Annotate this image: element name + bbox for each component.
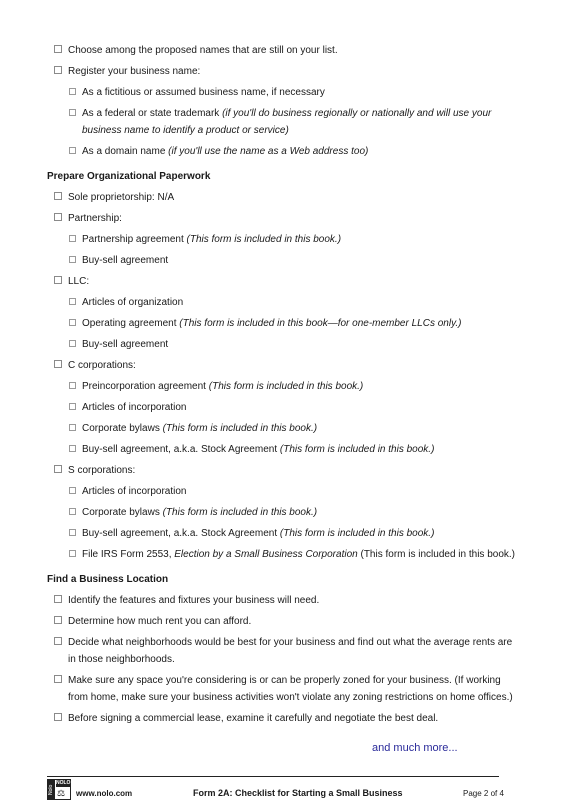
checklist-subitem (69, 105, 491, 139)
checkbox[interactable] (69, 445, 76, 452)
checkbox[interactable] (54, 66, 62, 74)
checkbox[interactable] (54, 637, 62, 645)
checkbox[interactable] (69, 298, 76, 305)
checkbox[interactable] (69, 382, 76, 389)
checkbox[interactable] (69, 424, 76, 431)
checkbox[interactable] (54, 713, 62, 721)
item-text: As a federal or state trademark (if you'll do business regionally or nationally and will use your business name to identify a product or service) (82, 108, 492, 136)
checklist-subitem (69, 294, 183, 311)
checkbox[interactable] (54, 595, 62, 603)
checkbox[interactable] (69, 550, 76, 557)
checklist-item (54, 613, 251, 630)
checklist-item (54, 592, 319, 609)
item-text: Identify the features and fixtures your business will need. (68, 595, 320, 606)
item-text: Register your business name: (68, 66, 201, 77)
item-text: Before signing a commercial lease, examine it carefully and negotiate the best deal. (68, 713, 439, 724)
scales-icon: ⚖ (57, 788, 66, 798)
checklist-subitem (69, 315, 461, 332)
item-text: As a domain name (if you'll use the name as a Web address too) (82, 146, 369, 157)
item-text: Decide what neighborhoods would be best for your business and find out what the average rents are in those neighborhoods. (68, 637, 513, 665)
item-text: Partnership agreement (This form is included in this book.) (82, 234, 342, 245)
checkbox[interactable] (69, 403, 76, 410)
checklist-item (54, 42, 338, 59)
checkbox[interactable] (69, 256, 76, 263)
section-heading: Find a Business Location (47, 574, 169, 585)
item-text: S corporations: (68, 465, 136, 476)
checkbox[interactable] (69, 529, 76, 536)
checklist-item (54, 710, 438, 727)
item-text: Make sure any space you're considering is or can be properly zoned for your business. (If working from home, make sure your business activities won't violate any zoning restrictions on home offices.) (68, 675, 513, 703)
checklist-item (54, 462, 135, 479)
checkbox[interactable] (69, 147, 76, 154)
checkbox[interactable] (54, 465, 62, 473)
checkbox[interactable] (69, 508, 76, 515)
and-much-more-link[interactable]: and much more... (372, 742, 458, 754)
item-text: Articles of organization (82, 297, 184, 308)
checklist-subitem (69, 483, 187, 500)
checklist-item (54, 672, 513, 706)
logo-side-text: Nolo (48, 780, 55, 799)
checklist-subitem (69, 336, 168, 353)
checklist-item (54, 273, 89, 290)
checklist-subitem (69, 441, 434, 458)
page-number: Page 2 of 4 (463, 789, 504, 798)
checklist-subitem (69, 504, 317, 521)
item-text: Preincorporation agreement (This form is included in this book.) (82, 381, 364, 392)
checklist-subitem (69, 546, 515, 563)
checkbox[interactable] (69, 319, 76, 326)
item-text: Partnership: (68, 213, 122, 224)
item-text: Corporate bylaws (This form is included in this book.) (82, 423, 318, 434)
checkbox[interactable] (69, 109, 76, 116)
checkbox[interactable] (54, 675, 62, 683)
checkbox[interactable] (54, 192, 62, 200)
checklist-item (54, 189, 174, 206)
checkbox[interactable] (54, 360, 62, 368)
item-text: Sole proprietorship: N/A (68, 192, 175, 203)
item-text: Articles of incorporation (82, 486, 187, 497)
item-text: Determine how much rent you can afford. (68, 616, 252, 627)
footer-title: Form 2A: Checklist for Starting a Small Business (193, 788, 403, 798)
item-text: Corporate bylaws (This form is included in this book.) (82, 507, 318, 518)
checklist-subitem (69, 143, 368, 160)
item-text: Buy-sell agreement, a.k.a. Stock Agreement (This form is included in this book.) (82, 444, 435, 455)
checklist-item (54, 63, 200, 80)
checkbox[interactable] (54, 616, 62, 624)
checklist-item (54, 357, 136, 374)
footer-divider (47, 776, 499, 777)
checklist-subitem (69, 525, 434, 542)
item-text: As a fictitious or assumed business name, if necessary (82, 87, 325, 98)
checklist-item (54, 210, 122, 227)
checkbox[interactable] (54, 276, 62, 284)
checklist-subitem (69, 378, 363, 395)
checkbox[interactable] (69, 487, 76, 494)
checkbox[interactable] (54, 213, 62, 221)
item-text: Articles of incorporation (82, 402, 187, 413)
checkbox[interactable] (69, 88, 76, 95)
footer-url[interactable]: www.nolo.com (76, 789, 133, 798)
item-text: Buy-sell agreement, a.k.a. Stock Agreement (This form is included in this book.) (82, 528, 435, 539)
item-text: C corporations: (68, 360, 136, 371)
section-heading: Prepare Organizational Paperwork (47, 171, 211, 182)
logo-top-text: NOLO (56, 780, 71, 786)
item-text: Choose among the proposed names that are still on your list. (68, 45, 338, 56)
item-text: Buy-sell agreement (82, 255, 169, 266)
nolo-logo (47, 779, 71, 800)
checkbox[interactable] (54, 45, 62, 53)
checklist-subitem (69, 252, 168, 269)
item-text: LLC: (68, 276, 90, 287)
checklist-subitem (69, 231, 341, 248)
checklist-subitem (69, 399, 187, 416)
checklist-item (54, 634, 512, 668)
checklist-subitem (69, 420, 317, 437)
checklist-subitem (69, 84, 325, 101)
item-text: File IRS Form 2553, Election by a Small Business Corporation (This form is included in this book.) (82, 549, 515, 560)
checkbox[interactable] (69, 235, 76, 242)
item-text: Operating agreement (This form is included in this book—for one-member LLCs only.) (82, 318, 462, 329)
item-text: Buy-sell agreement (82, 339, 169, 350)
checkbox[interactable] (69, 340, 76, 347)
